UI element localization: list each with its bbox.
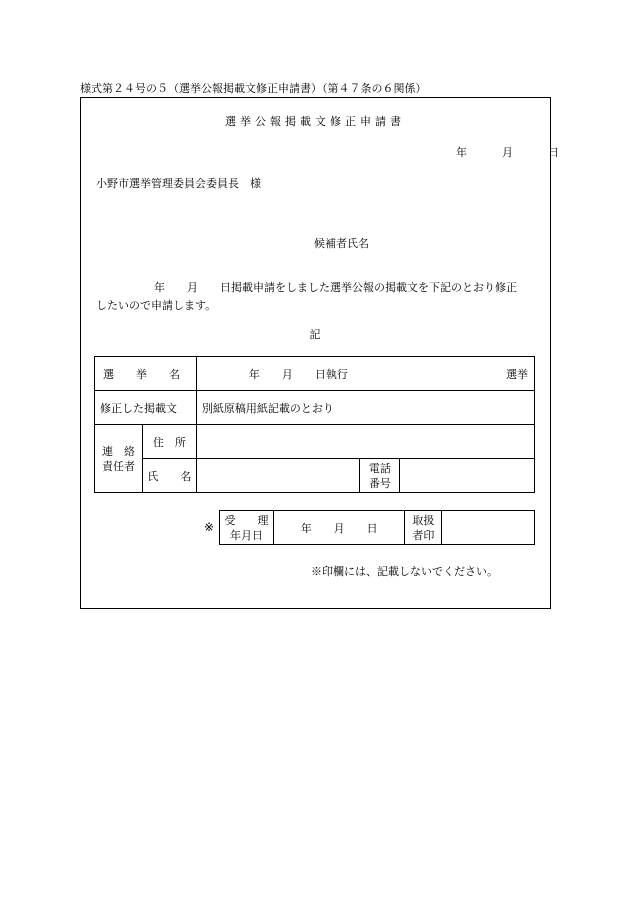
handler-seal-label: 取扱 者印 xyxy=(405,511,442,545)
candidate-name-label: 候補者氏名 xyxy=(314,237,369,250)
revision-label: 修正した掲載文 xyxy=(95,391,197,425)
date-line xyxy=(456,144,559,160)
receipt-table xyxy=(219,510,535,545)
handler-seal-field[interactable] xyxy=(442,511,535,545)
address-label: 住 所 xyxy=(142,425,196,459)
name-label: 氏 名 xyxy=(142,459,196,493)
received-date-label: 受 理 年月日 xyxy=(220,511,274,545)
ki-heading: 記 xyxy=(309,328,321,341)
revision-value[interactable]: 別紙原稿用紙記載のとおり xyxy=(196,391,534,425)
date-month: 月 xyxy=(502,146,513,159)
body-text-line2: したいので申請します。 xyxy=(96,299,217,312)
office-use-asterisk: ※ xyxy=(204,520,215,534)
details-table xyxy=(94,356,535,493)
election-name-label: 選 挙 名 xyxy=(95,357,197,391)
name-field[interactable] xyxy=(196,459,360,493)
addressee: 小野市選挙管理委員会委員長 様 xyxy=(96,177,261,190)
phone-label: 電話 番号 xyxy=(360,459,400,493)
address-field[interactable] xyxy=(196,425,534,459)
contact-person-label: 連 絡 責任者 xyxy=(95,425,143,493)
document-title: 選挙公報掲載文修正申請書 xyxy=(225,115,405,128)
received-date-value[interactable]: 年 月 日 xyxy=(273,511,405,545)
footnote: ※印欄には、記載しないでください。 xyxy=(311,565,498,578)
election-suffix-text: 選挙 xyxy=(506,367,528,381)
election-date-text: 年 月 日執行 xyxy=(248,367,348,381)
body-text-line1: 年 月 日掲載申請をしました選挙公報の掲載文を下記のとおり修正 xyxy=(154,281,517,294)
election-name-value[interactable] xyxy=(196,357,534,391)
form-heading: 様式第２４号の５（選挙公報掲載文修正申請書）（第４７条の６関係） xyxy=(80,82,427,95)
date-year: 年 xyxy=(456,146,467,159)
phone-field[interactable] xyxy=(400,459,535,493)
date-day: 日 xyxy=(548,146,559,159)
